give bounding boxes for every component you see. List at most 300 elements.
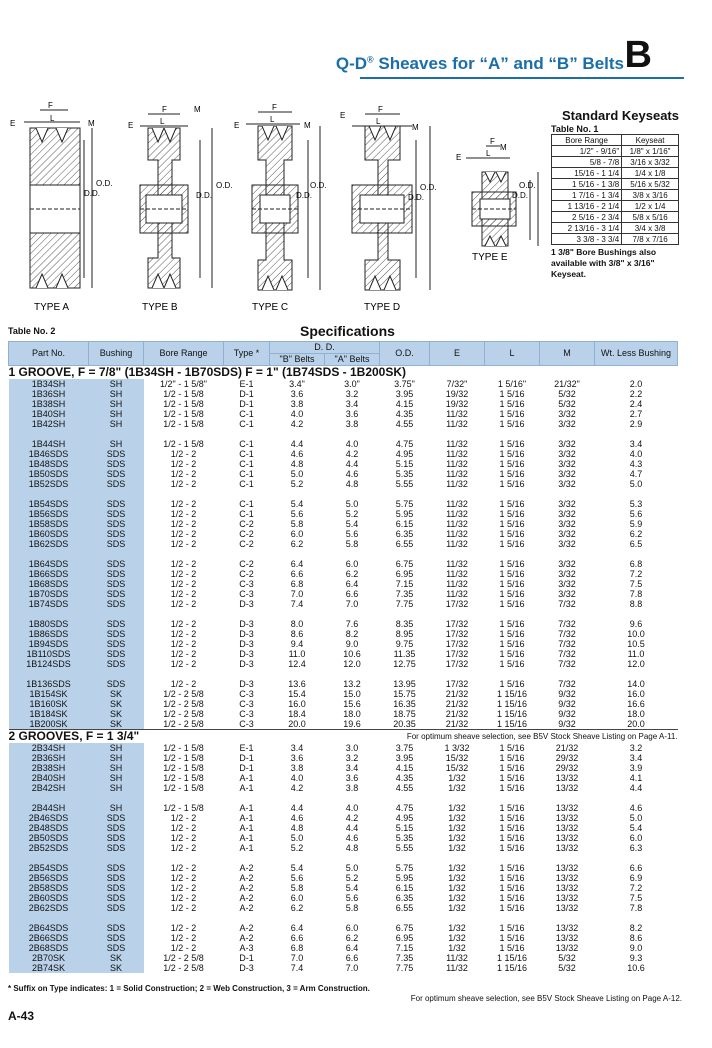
cell-m: 13/32 (555, 943, 579, 953)
cell-m: 9/32 (558, 709, 576, 719)
cell-m: 3/32 (558, 569, 576, 579)
table-row (9, 823, 678, 833)
cell-dd-a-belts: 6.0 (345, 559, 359, 569)
cell-od: 5.55 (395, 479, 414, 489)
cell-od: 5.95 (395, 873, 414, 883)
col-l: L (485, 342, 540, 366)
cell-bore-range: 1/2 - 2 (170, 823, 197, 833)
table-row (9, 753, 678, 763)
cell-part-no: 2B48SDS (9, 823, 89, 833)
type-b-dim-l: L (160, 117, 165, 126)
cell-type: C-1 (239, 419, 254, 429)
cell-dd-b-belts: 5.6 (290, 873, 304, 883)
cell-bushing: SDS (89, 559, 144, 569)
cell-od: 7.75 (395, 963, 414, 973)
cell-part-no: 1B94SDS (9, 639, 89, 649)
type-b-dim-od: O.D. (216, 181, 233, 190)
cell-dd-a-belts: 4.8 (345, 479, 359, 489)
spacer-cell (380, 853, 430, 863)
cell-part-no: 1B42SH (9, 419, 89, 429)
cell-dd-b-belts: 4.0 (290, 773, 304, 783)
cell-e: 1/32 (448, 893, 466, 903)
table-row (9, 459, 678, 469)
type-a-dim-dd: D.D. (84, 189, 100, 198)
cell-part-no: 2B74SK (9, 963, 89, 973)
cell-m: 13/32 (555, 923, 579, 933)
cell-weight: 3.9 (629, 763, 643, 773)
cell-dd-b-belts: 4.2 (290, 419, 304, 429)
cell-bushing: SH (89, 783, 144, 793)
col-b-belts: "B" Belts (270, 354, 325, 366)
cell-m: 7/32 (558, 599, 576, 609)
cell-od: 7.35 (395, 589, 414, 599)
cell-type: C-3 (239, 689, 254, 699)
cell-type: D-3 (239, 599, 254, 609)
cell-dd-a-belts: 4.0 (345, 803, 359, 813)
cell-dd-a-belts: 8.2 (345, 629, 359, 639)
cell-l: 1 5/16 (499, 679, 525, 689)
cell-type: A-2 (239, 883, 254, 893)
cell-dd-b-belts: 11.0 (288, 649, 306, 659)
cell-part-no: 1B48SDS (9, 459, 89, 469)
cell-type: C-3 (239, 579, 254, 589)
cell-weight: 16.0 (627, 689, 645, 699)
spacer-cell (485, 549, 540, 559)
cell-dd-b-belts: 5.2 (290, 479, 304, 489)
cell-dd-b-belts: 16.0 (288, 699, 306, 709)
cell-l: 1 15/16 (497, 719, 528, 729)
cell-l: 1 5/16 (499, 559, 525, 569)
cell-m: 13/32 (555, 873, 579, 883)
col-type: Type * (224, 342, 270, 366)
cell-part-no: 2B70SK (9, 953, 89, 963)
cell-part-no: 1B136SDS (9, 679, 89, 689)
cell-bore-range: 1/2 - 2 (170, 863, 197, 873)
cell-dd-b-belts: 8.6 (290, 629, 304, 639)
cell-bore-range: 1/2 - 2 5/8 (163, 689, 204, 699)
cell-bushing: SDS (89, 599, 144, 609)
cell-l: 1 5/16 (499, 589, 525, 599)
cell-dd-b-belts: 6.2 (290, 539, 304, 549)
spacer-cell (325, 609, 380, 619)
table-row (9, 843, 678, 853)
spacer-cell (270, 793, 325, 803)
table-row (9, 833, 678, 843)
cell-bore-range: 1/2 - 2 (170, 599, 197, 609)
spacer-cell (89, 853, 144, 863)
cell-m: 5/32 (558, 953, 576, 963)
cell-dd-a-belts: 18.0 (343, 709, 361, 719)
table-row (9, 559, 678, 569)
keyseat-row (552, 212, 679, 223)
cell-l: 1 5/16 (499, 579, 525, 589)
cell-type: C-1 (239, 449, 254, 459)
table-row (9, 499, 678, 509)
cell-dd-b-belts: 4.8 (290, 823, 304, 833)
cell-bushing: SH (89, 803, 144, 813)
table-row (9, 409, 678, 419)
cell-l: 1 5/16 (499, 389, 525, 399)
cell-dd-a-belts: 5.2 (345, 873, 359, 883)
table-row (9, 803, 678, 813)
cell-l: 1 5/16 (499, 599, 525, 609)
cell-type: A-3 (239, 943, 254, 953)
cell-m: 13/32 (555, 933, 579, 943)
spacer-cell (540, 793, 595, 803)
spacer-cell (144, 913, 224, 923)
type-c-dim-f: F (272, 103, 277, 112)
cell-l: 1 5/16 (499, 893, 525, 903)
spacer-cell (144, 853, 224, 863)
spacer-cell (485, 913, 540, 923)
section-title: 2 GROOVES, F = 1 3/4" (8, 729, 140, 743)
cell-type: C-2 (239, 519, 254, 529)
type-e-dim-od: O.D. (519, 181, 536, 190)
cell-weight: 5.4 (629, 823, 643, 833)
cell-od: 5.75 (395, 499, 414, 509)
cell-type: C-2 (239, 569, 254, 579)
cell-l: 1 5/16 (499, 873, 525, 883)
cell-m: 7/32 (558, 679, 576, 689)
cell-e: 17/32 (445, 599, 469, 609)
spacer-cell (595, 853, 678, 863)
keyseat-size: 1/8" x 1/16" (622, 146, 679, 157)
cell-part-no: 2B34SH (9, 743, 89, 753)
cell-od: 13.95 (393, 679, 416, 689)
cell-bushing: SDS (89, 823, 144, 833)
spacer-cell (144, 429, 224, 439)
cell-l: 1 15/16 (497, 953, 528, 963)
cell-m: 3/32 (558, 589, 576, 599)
cell-dd-a-belts: 15.6 (343, 699, 361, 709)
cell-type: A-2 (239, 923, 254, 933)
cell-type: C-2 (239, 529, 254, 539)
keyseat-row (552, 190, 679, 201)
table-row (9, 923, 678, 933)
cell-l: 1 5/16 (499, 863, 525, 873)
cell-e: 1 3/32 (444, 743, 470, 753)
group-spacer (9, 489, 678, 499)
cell-dd-b-belts: 13.6 (288, 679, 306, 689)
cell-type: C-2 (239, 559, 254, 569)
cell-bore-range: 1/2 - 2 (170, 559, 197, 569)
cell-m: 13/32 (555, 773, 579, 783)
cell-type: A-2 (239, 933, 254, 943)
cell-type: C-3 (239, 589, 254, 599)
cell-bore-range: 1/2 - 1 5/8 (163, 783, 204, 793)
cell-weight: 8.6 (629, 933, 643, 943)
cell-dd-b-belts: 6.6 (290, 569, 304, 579)
cell-dd-b-belts: 4.8 (290, 459, 304, 469)
section-header-cell (9, 730, 678, 744)
cell-m: 9/32 (558, 689, 576, 699)
cell-type: D-3 (239, 649, 254, 659)
type-e-dim-m: M (500, 143, 507, 152)
cell-l: 1 5/16 (499, 479, 525, 489)
cell-bushing: SH (89, 389, 144, 399)
cell-part-no: 1B70SDS (9, 589, 89, 599)
cell-part-no: 1B56SDS (9, 509, 89, 519)
cell-part-no: 1B40SH (9, 409, 89, 419)
cell-e: 11/32 (446, 519, 468, 529)
standard-keyseats (551, 108, 679, 280)
page-title: Q-D® Sheaves for “A” and “B” Belts (335, 54, 624, 73)
cell-dd-a-belts: 6.2 (345, 933, 359, 943)
cell-dd-a-belts: 3.6 (345, 773, 359, 783)
cell-part-no: 1B86SDS (9, 629, 89, 639)
sheave-diagrams (0, 100, 545, 320)
cell-bore-range: 1/2 - 2 (170, 873, 197, 883)
spacer-cell (89, 489, 144, 499)
spacer-cell (430, 913, 485, 923)
cell-dd-a-belts: 7.0 (345, 599, 359, 609)
cell-e: 1/32 (448, 873, 466, 883)
cell-bushing: SDS (89, 519, 144, 529)
type-e-dim-l: L (486, 149, 491, 158)
cell-bushing: SDS (89, 479, 144, 489)
cell-bushing: SDS (89, 529, 144, 539)
cell-part-no: 2B62SDS (9, 903, 89, 913)
cell-type: D-1 (239, 763, 254, 773)
spacer-cell (540, 913, 595, 923)
cell-e: 1/32 (448, 833, 466, 843)
keyseats-header-keyseat: Keyseat (622, 135, 679, 146)
keyseats-header-bore: Bore Range (552, 135, 622, 146)
keyseats-table-number: Table No. 1 (551, 124, 599, 134)
page-header (0, 0, 712, 80)
cell-l: 1 15/16 (497, 689, 528, 699)
cell-part-no: 1B110SDS (9, 649, 89, 659)
cell-od: 4.15 (395, 763, 414, 773)
cell-bore-range: 1/2 - 2 (170, 569, 197, 579)
cell-e: 11/32 (446, 419, 468, 429)
cell-od: 4.35 (395, 773, 414, 783)
spacer-cell (144, 669, 224, 679)
table-row (9, 509, 678, 519)
table-row (9, 639, 678, 649)
group-spacer (9, 609, 678, 619)
cell-m: 3/32 (558, 409, 576, 419)
keyseat-size: 1/2 x 1/4 (622, 201, 679, 212)
cell-e: 1/32 (448, 823, 466, 833)
cell-dd-b-belts: 7.4 (290, 599, 304, 609)
table-row (9, 659, 678, 669)
cell-bushing: SK (89, 709, 144, 719)
cell-type: A-1 (239, 823, 254, 833)
cell-dd-a-belts: 4.6 (345, 469, 359, 479)
spacer-cell (270, 853, 325, 863)
keyseat-size: 7/8 x 7/16 (622, 234, 679, 245)
table-row (9, 783, 678, 793)
cell-type: A-1 (239, 813, 254, 823)
cell-od: 3.75" (394, 379, 415, 389)
cell-dd-a-belts: 19.6 (343, 719, 361, 729)
cell-od: 9.75 (395, 639, 414, 649)
cell-e: 1/32 (448, 783, 466, 793)
cell-dd-b-belts: 8.0 (290, 619, 304, 629)
cell-part-no: 1B46SDS (9, 449, 89, 459)
cell-e: 11/32 (446, 569, 468, 579)
type-a-dim-m: M (88, 119, 95, 128)
cell-part-no: 1B124SDS (9, 659, 89, 669)
cell-bore-range: 1/2 - 2 (170, 629, 197, 639)
table-row (9, 389, 678, 399)
section-letter: B (624, 34, 652, 76)
spacer-cell (485, 793, 540, 803)
keyseat-bore-range: 5/8 - 7/8 (552, 157, 622, 168)
type-c-dim-od: O.D. (310, 181, 327, 190)
cell-m: 7/32 (558, 639, 576, 649)
spacer-cell (380, 609, 430, 619)
table-row (9, 873, 678, 883)
section-header (9, 366, 678, 380)
col-part-no: Part No. (9, 342, 89, 366)
cell-e: 11/32 (446, 449, 468, 459)
cell-dd-b-belts: 6.2 (290, 903, 304, 913)
type-d-dim-m: M (412, 123, 419, 132)
keyseats-table (551, 134, 679, 245)
cell-od: 6.15 (395, 883, 414, 893)
cell-m: 3/32 (558, 459, 576, 469)
cell-bushing: SDS (89, 629, 144, 639)
cell-e: 17/32 (445, 619, 469, 629)
cell-m: 7/32 (558, 659, 576, 669)
cell-type: C-3 (239, 709, 254, 719)
cell-bushing: SDS (89, 459, 144, 469)
cell-od: 5.15 (395, 459, 414, 469)
cell-l: 1 5/16 (499, 659, 525, 669)
cell-part-no: 1B50SDS (9, 469, 89, 479)
spacer-cell (89, 669, 144, 679)
cell-l: 1 5/16 (499, 459, 525, 469)
cell-part-no: 2B36SH (9, 753, 89, 763)
cell-weight: 7.2 (629, 569, 643, 579)
table-row (9, 649, 678, 659)
cell-type: A-1 (239, 843, 254, 853)
type-d-dim-l: L (376, 117, 381, 126)
cell-m: 5/32 (558, 963, 576, 973)
type-a-label: TYPE A (34, 302, 70, 313)
cell-weight: 3.4 (629, 439, 643, 449)
spacer-cell (9, 793, 89, 803)
table-row (9, 719, 678, 730)
cell-e: 21/32 (445, 709, 469, 719)
spacer-cell (89, 609, 144, 619)
table-row (9, 963, 678, 973)
cell-part-no: 1B54SDS (9, 499, 89, 509)
cell-type: A-1 (239, 833, 254, 843)
cell-dd-b-belts: 3.4" (289, 379, 305, 389)
type-d-diagram (340, 105, 436, 313)
cell-bushing: SDS (89, 649, 144, 659)
cell-od: 7.75 (395, 599, 414, 609)
spacer-cell (9, 853, 89, 863)
cell-e: 11/32 (446, 953, 468, 963)
cell-bushing: SDS (89, 943, 144, 953)
cell-m: 13/32 (555, 903, 579, 913)
cell-bushing: SDS (89, 883, 144, 893)
cell-weight: 6.5 (629, 539, 643, 549)
cell-bushing: SDS (89, 539, 144, 549)
cell-m: 7/32 (558, 629, 576, 639)
group-spacer (9, 429, 678, 439)
spacer-cell (430, 549, 485, 559)
spacer-cell (540, 429, 595, 439)
spacer-cell (595, 913, 678, 923)
cell-weight: 6.6 (629, 863, 643, 873)
cell-weight: 2.2 (629, 389, 643, 399)
type-c-dim-l: L (270, 115, 275, 124)
cell-part-no: 1B36SH (9, 389, 89, 399)
cell-dd-a-belts: 5.0 (345, 499, 359, 509)
cell-m: 13/32 (555, 813, 579, 823)
table-row (9, 883, 678, 893)
keyseat-row (552, 146, 679, 157)
cell-weight: 2.9 (629, 419, 643, 429)
cell-bore-range: 1/2 - 2 (170, 943, 197, 953)
cell-part-no: 1B66SDS (9, 569, 89, 579)
spacer-cell (540, 853, 595, 863)
cell-e: 11/32 (446, 439, 468, 449)
cell-l: 1 5/16" (497, 379, 527, 389)
section-title: 1 GROOVE, F = 7/8" (1B34SH - 1B70SDS) F = 1" (1B74SDS - 1B200SK) (8, 365, 407, 379)
cell-weight: 10.5 (627, 639, 645, 649)
cell-e: 11/32 (446, 479, 468, 489)
cell-bushing: SDS (89, 863, 144, 873)
cell-bore-range: 1/2 - 2 (170, 579, 197, 589)
cell-bushing: SDS (89, 639, 144, 649)
cell-bore-range: 1/2 - 1 5/8 (163, 803, 204, 813)
cell-part-no: 1B154SK (9, 689, 89, 699)
spacer-cell (540, 609, 595, 619)
spacer-cell (430, 429, 485, 439)
spec-table (8, 341, 678, 973)
type-d-dim-dd: D.D. (408, 193, 424, 202)
cell-m: 5/32 (558, 389, 576, 399)
cell-weight: 18.0 (627, 709, 645, 719)
cell-m: 3/32 (558, 559, 576, 569)
cell-e: 7/32" (446, 379, 468, 389)
spacer-cell (325, 913, 380, 923)
cell-od: 5.35 (395, 833, 414, 843)
table-row (9, 589, 678, 599)
table-row (9, 689, 678, 699)
cell-bore-range: 1/2 - 2 (170, 639, 197, 649)
spacer-cell (9, 489, 89, 499)
type-e-label: TYPE E (472, 252, 508, 263)
cell-dd-b-belts: 15.4 (288, 689, 306, 699)
spacer-cell (540, 489, 595, 499)
cell-weight: 16.6 (627, 699, 645, 709)
cell-part-no: 2B56SDS (9, 873, 89, 883)
cell-dd-a-belts: 9.0 (345, 639, 359, 649)
cell-bushing: SDS (89, 449, 144, 459)
cell-dd-b-belts: 12.4 (288, 659, 306, 669)
cell-type: C-3 (239, 699, 254, 709)
cell-dd-b-belts: 3.8 (290, 399, 304, 409)
cell-dd-b-belts: 7.0 (290, 589, 304, 599)
cell-dd-b-belts: 20.0 (288, 719, 306, 729)
col-bore-range: Bore Range (144, 342, 224, 366)
cell-e: 11/32 (446, 529, 468, 539)
cell-type: C-1 (239, 469, 254, 479)
section-note: For optimum sheave selection, see B5V Stock Sheave Listing on Page A-11. (406, 732, 678, 741)
cell-l: 1 5/16 (499, 773, 525, 783)
cell-e: 1/32 (448, 813, 466, 823)
cell-dd-a-belts: 5.0 (345, 863, 359, 873)
cell-e: 17/32 (445, 649, 469, 659)
cell-dd-b-belts: 9.4 (290, 639, 304, 649)
